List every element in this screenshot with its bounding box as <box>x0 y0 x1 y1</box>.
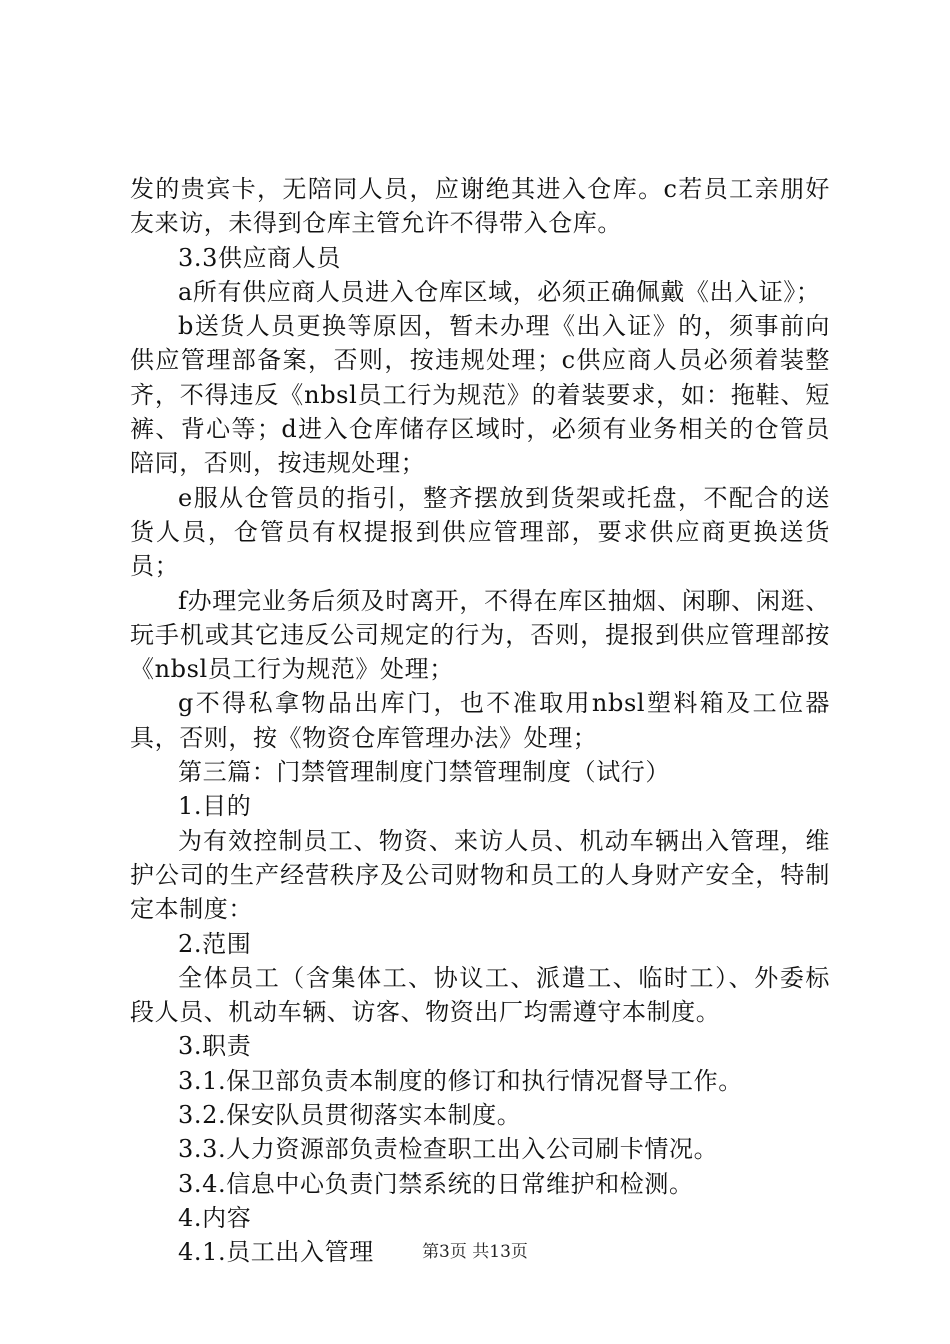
section-heading: 3.3供应商人员 <box>178 243 341 272</box>
list-item: 3.4.信息中心负责门禁系统的日常维护和检测。 <box>178 1169 694 1198</box>
paragraph: b送货人员更换等原因，暂未办理《出入证》的，须事前向供应管理部备案，否则，按违规处理；c供应商人员必须着装整齐，不得违反《nbsl员工行为规范》的着装要求，如：拖鞋、短裤、背心等；d进入仓库储存区域时，必须有业务相关的仓管员陪同，否则，按违规处理； <box>130 312 830 478</box>
list-item: 3.2.保安队员贯彻落实本制度。 <box>178 1101 522 1130</box>
page-footer <box>0 1242 950 1262</box>
list-item: 3.3.人力资源部负责检查职工出入公司刷卡情况。 <box>178 1135 719 1164</box>
page-number: 第3页 共13页 <box>422 1242 528 1262</box>
section-heading: 4.1.员工出入管理 <box>178 1238 374 1267</box>
section-heading: 1.目的 <box>178 792 252 821</box>
document-body <box>130 172 830 1270</box>
paragraph: 发的贵宾卡，无陪同人员，应谢绝其进入仓库。c若员工亲朋好友来访，未得到仓库主管允许不得带入仓库。 <box>130 175 830 238</box>
list-item: 3.1.保卫部负责本制度的修订和执行情况督导工作。 <box>178 1066 743 1095</box>
paragraph: a所有供应商人员进入仓库区域，必须正确佩戴《出入证》； <box>178 277 821 306</box>
section-heading: 2.范围 <box>178 929 252 958</box>
paragraph: 全体员工（含集体工、协议工、派遣工、临时工）、外委标段人员、机动车辆、访客、物资出厂均需遵守本制度。 <box>130 963 830 1027</box>
section-heading: 3.职责 <box>178 1032 252 1061</box>
paragraph: g不得私拿物品出库门，也不准取用nbsl塑料箱及工位器具，否则，按《物资仓库管理办法》处理； <box>130 689 830 752</box>
paragraph: e服从仓管员的指引，整齐摆放到货架或托盘，不配合的送货人员，仓管员有权提报到供应管理部，要求供应商更换送货员； <box>130 483 830 581</box>
section-heading: 4.内容 <box>178 1203 252 1232</box>
paragraph: f办理完业务后须及时离开，不得在库区抽烟、闲聊、闲逛、玩手机或其它违反公司规定的行为，否则，提报到供应管理部按《nbsl员工行为规范》处理； <box>130 586 830 684</box>
chapter-title: 第三篇：门禁管理制度门禁管理制度（试行） <box>178 758 670 787</box>
paragraph: 为有效控制员工、物资、来访人员、机动车辆出入管理，维护公司的生产经营秩序及公司财物和员工的人身财产安全，特制定本制度： <box>130 826 830 924</box>
